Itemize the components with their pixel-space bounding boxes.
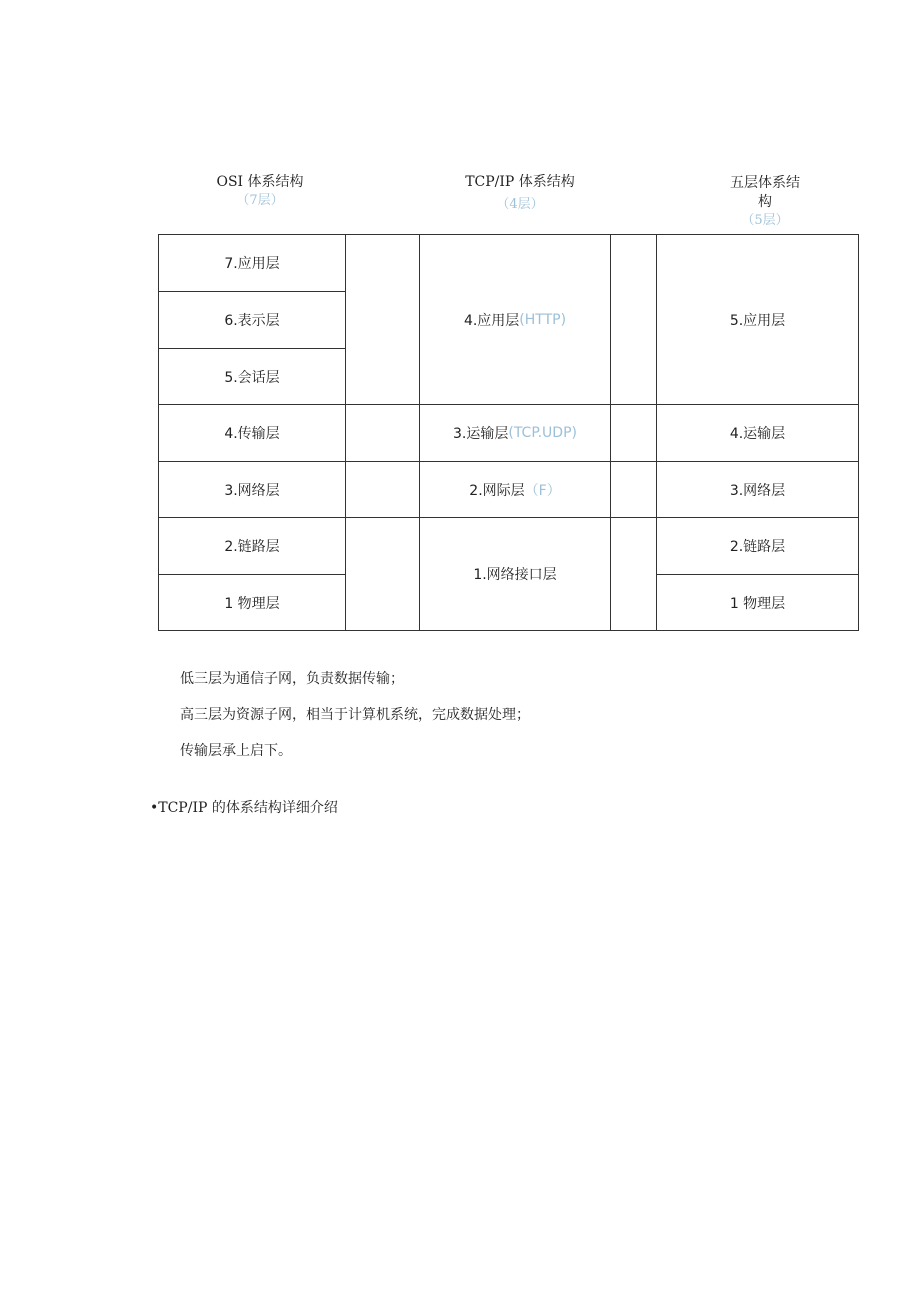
col-divider <box>610 235 611 630</box>
osi-layer-6: 6.表示层 <box>224 313 280 329</box>
osi-layer-1: 1 物理层 <box>224 595 280 612</box>
tcpip-layer-1: 1.网络接口层 <box>473 567 557 583</box>
five-layer-1: 1 物理层 <box>729 595 786 612</box>
tcpip-layer-2-label: 2.网际层 <box>469 482 525 499</box>
five-layer-2: 2.链路层 <box>729 539 786 555</box>
tcpip-layer-2 <box>420 462 610 517</box>
tcpip-layer-3-protocol: (TCP.UDP) <box>508 425 577 441</box>
tcpip-layer-4 <box>420 235 610 404</box>
architecture-comparison-table <box>158 234 859 631</box>
five-layer-column-header <box>725 174 805 229</box>
five-layer-3: 3.网络层 <box>729 482 786 499</box>
tcpip-layer-3-label: 3.运输层 <box>453 426 509 442</box>
tcpip-header-layers: （4层） <box>496 197 544 212</box>
col-divider <box>345 235 346 630</box>
osi-layer-7: 7.应用层 <box>224 256 280 272</box>
five-layer-5: 5.应用层 <box>729 312 786 329</box>
tcpip-layer-3 <box>420 405 610 461</box>
tcpip-layer-4-protocol: (HTTP) <box>519 311 567 328</box>
paragraph-transport-layer: 传输层承上启下。 <box>180 743 292 759</box>
five-header-title-line1: 五层体系结 <box>730 175 800 191</box>
osi-header-title: OSI 体系结构 <box>216 174 304 190</box>
tcpip-header-title: TCP/IP 体系结构 <box>465 174 575 190</box>
osi-layer-3: 3.网络层 <box>224 482 280 499</box>
osi-layer-2: 2.链路层 <box>224 539 280 555</box>
paragraph-lower-layers: 低三层为通信子网，负责数据传输； <box>180 671 404 687</box>
five-header-layers: （5层） <box>741 213 789 228</box>
paragraph-upper-layers: 高三层为资源子网，相当于计算机系统，完成数据处理； <box>180 707 530 723</box>
osi-layer-4: 4.传输层 <box>224 426 280 442</box>
osi-header-layers: （7层） <box>236 193 284 208</box>
tcpip-layer-4-label: 4.应用层 <box>463 312 520 329</box>
five-header-title-line2: 构 <box>758 194 772 210</box>
osi-layer-5: 5.会话层 <box>224 369 280 386</box>
five-layer-4: 4.运输层 <box>729 426 786 442</box>
tcpip-column-header <box>445 173 595 213</box>
osi-column-header <box>190 173 330 209</box>
section-bullet-heading: •TCP/IP 的体系结构详细介绍 <box>150 800 338 816</box>
tcpip-layer-2-protocol: （F） <box>524 482 561 499</box>
